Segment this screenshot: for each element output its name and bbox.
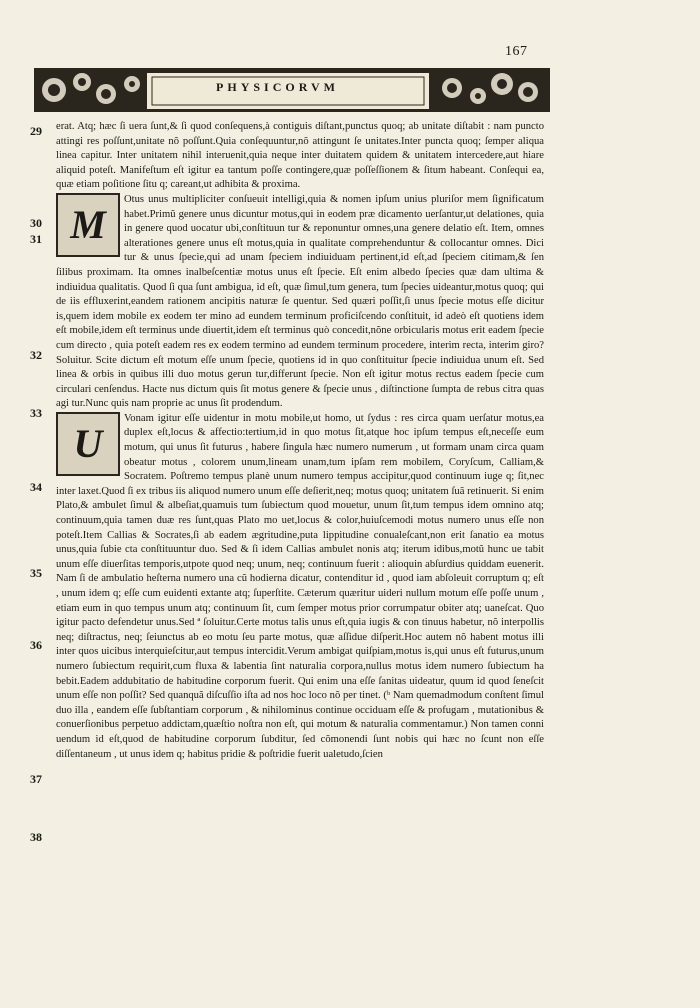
paragraph-text: Vonam igitur eſſe uidentur in motu mobile,ut homo, ut ſydus : res circa quam uerſatur motus,ea duplex eſt,locus & affectio:tertium,id in quo motus ſit,atque hoc ipſum tempus eſt,neceſſe eum motum, qui unus ſit futurus , habere ſingula hæc numero numerum , ut formam unam circa quam obeatur motus , colorem unum,lineam unam,tum ipſam rem mobilem, Coryſcum, Calliam,& Socratem. Poſtremo tempus planè unum numero tempus accipitur,quod continuum iuge q; ſit,nec inter laxet.Quod ſi ex tribus iis aliquod numero unum eſſe deſierit,neq; motus quoq; unitatem ſuã retinuerit. Si enim Plato,& ambulet ſimul & albeſiat,quamuis tum ſubiectum quod mouetur, unum ſit,tum tempus idem omnino atq; continuum,quia tamen duæ res ſunt,quas Plato mo uet,locus & color,huiuſcemodi motus numero unus eſſe non poteſt.Item Callias & Socrates,ſi ab eadem ægritudine,puta lippitudine conualeſcant,non erit ſanatio ea motus unus,quia ſubie cta conſtituuntur duo. Sed & ſi idem Callias ambulet nonis atq; iterum idibus,motũ hunc ue tabit unum eſſe diuerſitas temporis,utpote quod neq; unum, neq; continuum fuerit : alioquin abſurdius quiddam euenerit. Nam ſi de ambulatio heſterna numero una cũ hodierna dicatur, contenditur id , quod iam abſoleuit corruptum q; eſt , unum idem q; eſſe cum euidenti extante atq; ſuperſtite. Cæterum quæritur uideri nullum motum eſſe poſſe unum , etiam eum in quo tempus unum atq; continuum ſit, cum ſemper motus prior corrumpatur obiter atq; uaneſcat. Quo igitur pacto defendetur unus.Sed ª ſoluitur.Certe motus talis unus eſt,quia iugis & con tinuus habetur, nõ interpollis neq; diſtractus, neq; ſeiunctus ab eo motu ſeu parte motus, quæ aſſidue diſperit.Hoc autem nõ habent motus illi inter quos uicibus interquieſcitur,aut tempus intercidit.Verum ambigat quiſpiam,motus is,qui unus eſt futurus,unum numero ſubiectum requirit,cum fluxa & labentia ſint naturalia corpora,nullus motus idem numero ſubiectum ha bebit.Eadem addubitatio de habitudine corporum fuerit. Qui enim una eſſe ſanitas uideatur, quum id quod ſeneſcit unum eſſe non poſſit? Sed quanquã diſcuſſio iſta ad nos hoc loco nõ per tinet. (ᵇ Nam quemadmodum conſtent ſimul duo illa , eandem eſſe ſubſtantiam corporum , & nihilominus continue occiduam eſſe & profugam , mutationibus & conuerſionibus perpetuo addictam,quæſtio noſtra non eſt, qui motum & naturalia commentamur.) Non tamen conni uendum id eſt,quod de habitudine corporum ſubditur, ſed cõmonendi ſunt nobis qui hæc no ſcunt non eſſe diſſentaneum , ut unus idem q; habitus pridie & poſtridie fuerit ualetudo,ſcien (56, 412, 544, 760)
initial-letter: U (73, 420, 103, 466)
margin-number: 33 (30, 406, 42, 420)
margin-number: 31 (30, 232, 42, 246)
paragraph-text: Otus unus multipliciter conſueuit intelligi,quia & nomen ipſum unius pluriſor mem ſignificatum habet.Primũ genere unus dicuntur motus,qui in eodem præ dicamento uerſantur,ut delationes, quia in genere quod uocatur ubi,conſtituun tur & reponuntur omnes,una genere delatio eſt. Item, omnes alterationes genere unus eſt motus,quia in qualitate comprehenduntur & collocantur omnes. Dici tur & unus ſpecie,qui ad unam ſpeciem indiuiduam pertinent,id eſt,ad ſpeciem citimam,& ſen ſilibus proximam. Ita omnes inalbeſcentiæ motus unus eſt ſpecie. Eſt enim albedo ſpecies quæ dam ultima & indiuidua qualitatis. Quod ſi qua ſunt ambigua, id eſt, quæ ſimul,tum genera, tum ſpecies uideantur,motus quoq; qui de iis effluxerint,eandem rationem ancipitis naturæ ſe quentur. Sed quæri poſſit,ſi unus ſpecie motus eſſe dicitur is,quem idem mobile ex eodem ter mino ad eundem terminum proficiſcendo conſtituit, id adeò eſt quotiens idem eſt mobile,idem eſt terminus unde diuertit,idem eſt terminus quò concedit,nõne orbicularis motus erit eadem ſpecie cum directo , quia poteſt eadem res ex eodem termino ad eundem terminum procedere, interim recta, interim giro? Soluitur. Scite dictum eſt motum eſſe unum ſpecie, quotiens id in quo conſtituitur ſpecie indiuidua unum eſt. Sed linea & orbis in quibus illi duo motus gerun tur,differunt ſpecie. Non eſt igitur motus rectus eadem ſpecie cum circulari cenſendus. Hacte nus dictum quis ſit motus genere & ſpecie unus , diſtinctione ſumpta de rebus citra quas agi tur.Nunc quis nam proprie ac unus ſit prodendum. (56, 193, 544, 410)
running-title: PHYSICORVM (216, 80, 339, 94)
margin-number: 36 (30, 638, 42, 652)
margin-number: 30 (30, 216, 42, 230)
margin-number: 35 (30, 566, 42, 580)
margin-number: 38 (30, 830, 42, 844)
margin-number: 37 (30, 772, 42, 786)
paragraph: erat. Atq; hæc ſi uera ſunt,& ſi quod conſequens,à contiguis diſtant,punctus quoq; ab unitate diſtabit : nam puncto attingi res poſſunt,unitate nõ poſſunt.Quia conſequuntur,nõ attingunt ſe unitates.Inter puncta quoq; ſemper aliqua linea capitur. Inter unitatem nihil interuenit,quia neque inter duitatem quidem & unitatem intercedere,aut hiare aliquid poteſt. Manifeſtum eſt igitur ea tantum poſſe contingere,quæ poſſeſſionem & ſitum habeant. Conſequi ea, quæ etiam poſitione ſitu q; careant,ut adhibita & proxima. (56, 121, 544, 191)
decorated-initial (56, 412, 120, 476)
margin-number: 32 (30, 348, 42, 362)
decorated-initial (56, 193, 120, 257)
paragraph (56, 193, 544, 412)
margin-number: 29 (30, 124, 42, 138)
body-text (56, 120, 544, 762)
margin-number: 34 (30, 480, 42, 494)
page-number: 167 (505, 44, 528, 59)
initial-letter: M (70, 201, 106, 247)
paragraph (56, 412, 544, 762)
